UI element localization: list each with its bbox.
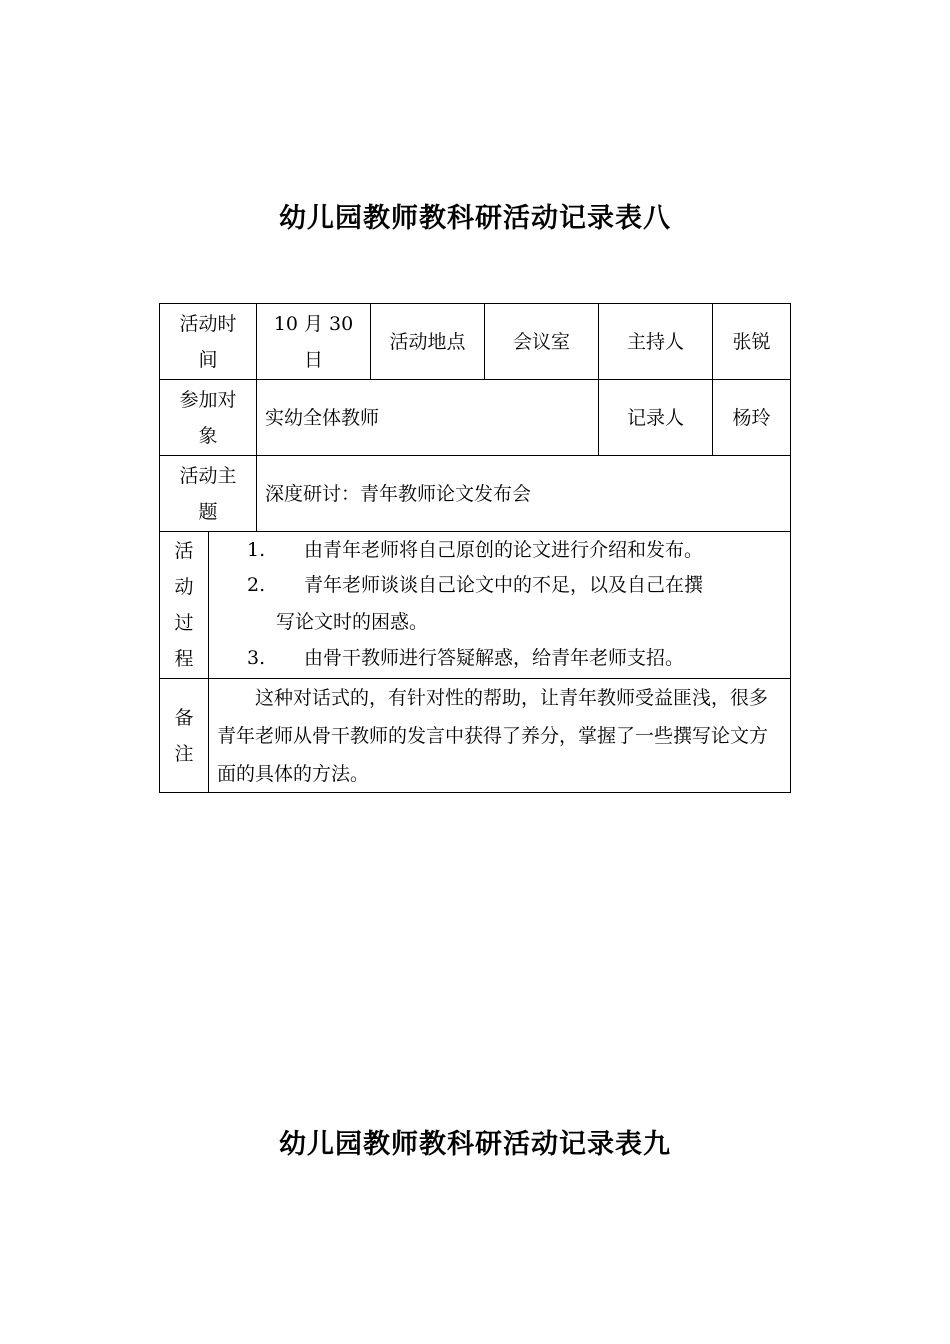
- page-title-9: 幼儿园教师教科研活动记录表九: [279, 1129, 671, 1160]
- page-title-8: 幼儿园教师教科研活动记录表八: [279, 203, 671, 234]
- participants-label-line2: 象: [198, 424, 218, 447]
- host-label: 主持人: [598, 303, 713, 380]
- host-value: 张锐: [712, 303, 791, 380]
- process-item-1-num: 1.: [247, 539, 266, 561]
- process-label-char4: 程: [174, 648, 194, 670]
- process-label-char2: 动: [174, 576, 194, 598]
- notes-content: [208, 678, 791, 793]
- theme-label-line1: 活动主: [179, 464, 237, 487]
- time-label-line1: 活动时: [179, 312, 237, 335]
- activity-record-table: [159, 303, 791, 793]
- process-item-1: 由青年老师将自己原创的论文进行介绍和发布。: [304, 539, 704, 561]
- time-label: [159, 303, 257, 380]
- process-label-char1: 活: [174, 540, 194, 562]
- notes-text: 这种对话式的，有针对性的帮助，让青年教师受益匪浅，很多青年老师从骨干教师的发言中获得了养分，掌握了一些撰写论文方面的具体的方法。: [217, 687, 769, 785]
- process-item-3: 由骨干教师进行答疑解惑，给青年老师支招。: [304, 647, 685, 669]
- process-content: [208, 531, 791, 679]
- process-item-2-num: 2.: [247, 574, 266, 596]
- process-item-2-line1: 青年老师谈谈自己论文中的不足，以及自己在撰: [304, 574, 704, 596]
- process-label: [159, 531, 209, 679]
- participants-value: 实幼全体教师: [256, 379, 599, 456]
- theme-label-line2: 题: [198, 500, 218, 523]
- notes-label-char2: 注: [174, 742, 194, 765]
- participants-label-line1: 参加对: [179, 388, 237, 411]
- notes-label: [159, 678, 209, 793]
- time-value-line2: 日: [303, 348, 323, 371]
- place-label: 活动地点: [370, 303, 485, 380]
- time-value: [256, 303, 371, 380]
- process-label-char3: 过: [174, 612, 194, 634]
- process-item-2-line2: 写论文时的困惑。: [276, 611, 429, 633]
- participants-label: [159, 379, 257, 456]
- theme-value: 深度研讨：青年教师论文发布会: [256, 455, 791, 532]
- notes-label-char1: 备: [174, 706, 194, 729]
- recorder-value: 杨玲: [712, 379, 791, 456]
- time-value-line1: 10 月 30: [273, 312, 354, 335]
- recorder-label: 记录人: [598, 379, 713, 456]
- time-label-line2: 间: [198, 348, 218, 371]
- theme-label: [159, 455, 257, 532]
- place-value: 会议室: [484, 303, 599, 380]
- process-item-3-num: 3.: [247, 647, 266, 669]
